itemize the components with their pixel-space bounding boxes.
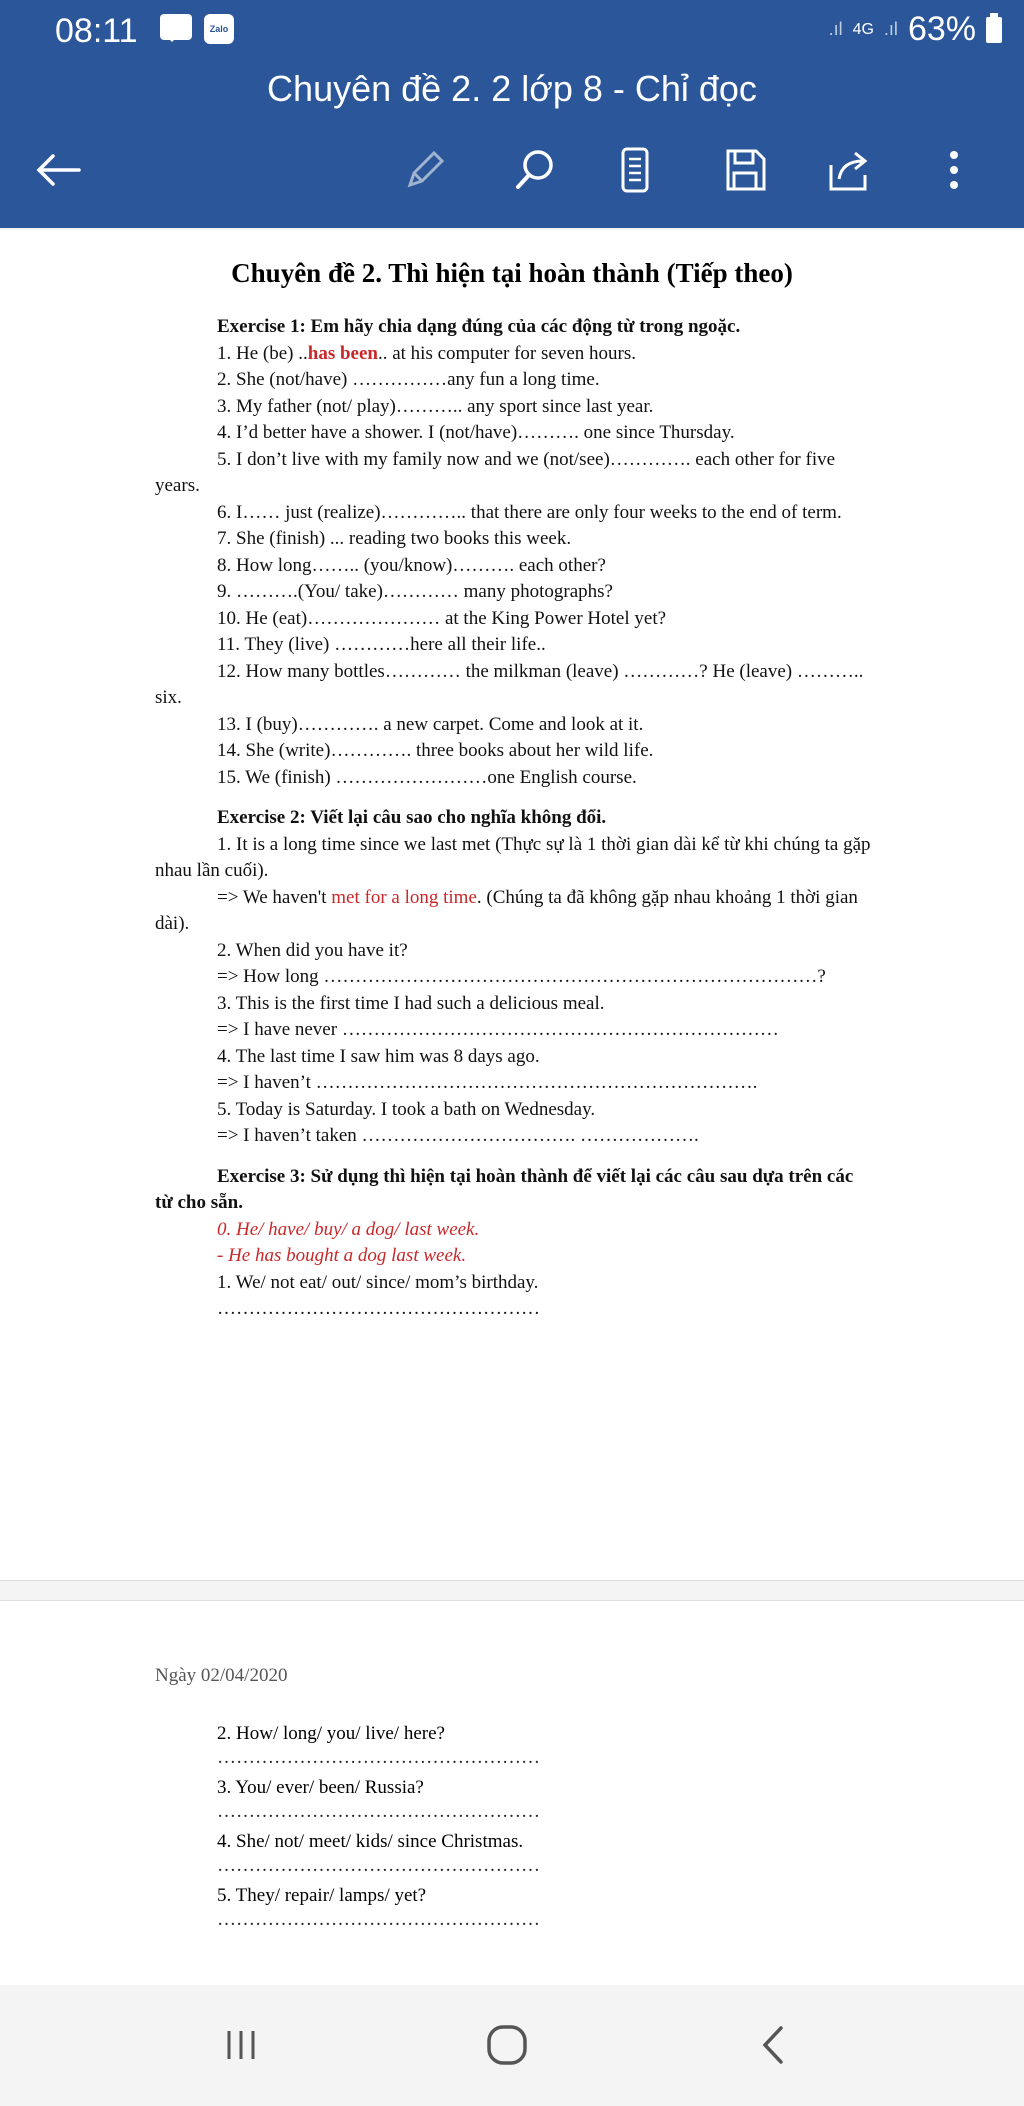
- ex1-item-3: 3. My father (not/ play)……….. any sport since last year.: [217, 395, 654, 417]
- share-button[interactable]: [818, 140, 878, 200]
- ex1-item-7: 7. She (finish) ... reading two books this week.: [217, 528, 572, 549]
- ex3-item-4: 4. She/ not/ meet/ kids/ since Christmas.: [217, 1831, 524, 1852]
- ex1-item-15: 15. We (finish) ……………………one English course.: [217, 766, 637, 788]
- ex2-item-1-answer-a: => We haven't: [217, 886, 332, 908]
- ex1-item-5: 5. I don’t live with my family now and we (not/see)…………. each other for five years.: [155, 448, 836, 496]
- signal-icon: .ıl: [828, 19, 843, 39]
- ex2-item-3-answer: => I have never ……………………………………………………………: [217, 1019, 779, 1040]
- pencil-icon: [400, 145, 450, 195]
- ex2-item-5: 5. Today is Saturday. I took a bath on Wednesday.: [217, 1098, 596, 1120]
- ex3-item-3: 3. You/ ever/ been/ Russia?: [217, 1777, 424, 1798]
- app-bar: [0, 0, 1024, 228]
- ex1-item-6: 6. I…… just (realize)………….. that there are only four weeks to the end of term.: [217, 501, 842, 523]
- ex3-item-1: 1. We/ not eat/ out/ since/ mom’s birthday.: [217, 1271, 539, 1293]
- ex1-item-11: 11. They (live) …………here all their life..: [217, 634, 546, 655]
- system-nav-bar: [0, 1985, 1024, 2106]
- ex2-item-4-answer: => I haven’t …………………………………………………………….: [217, 1072, 758, 1093]
- chevron-left-icon: [753, 2020, 793, 2070]
- signal-icon-2: .ıl: [883, 19, 898, 39]
- share-icon: [823, 145, 873, 195]
- ex1-item-14: 14. She (write)…………. three books about her wild life.: [217, 740, 654, 761]
- notification-icons: [160, 14, 234, 44]
- ex3-item-1-line: ……………………………………………: [217, 1298, 540, 1319]
- recent-apps-button[interactable]: [206, 2015, 276, 2075]
- ex3-item-3-line: ……………………………………………: [217, 1801, 540, 1822]
- page-date: Ngày 02/04/2020: [155, 1665, 288, 1686]
- back-button[interactable]: [28, 140, 88, 200]
- search-button[interactable]: [505, 140, 565, 200]
- ex1-item-1-a: 1. He (be) ..: [217, 342, 308, 364]
- ex2-item-1-answer-highlight: met for a long time: [331, 886, 477, 908]
- ex2-item-2: 2. When did you have it?: [217, 939, 408, 961]
- page-heading: Chuyên đề 2. Thì hiện tại hoàn thành (Tiếp theo): [231, 258, 793, 288]
- ex3-item-5-line: ……………………………………………: [217, 1909, 540, 1930]
- ex2-item-1: 1. It is a long time since we last met (Thực sự là 1 thời gian dài kể từ khi chúng ta gặp nhau lần cuối).: [155, 833, 871, 881]
- ex1-item-2: 2. She (not/have) ……………any fun a long time.: [217, 369, 600, 390]
- ex3-example-answer: - He has bought a dog last week.: [217, 1245, 467, 1266]
- ex3-item-2: 2. How/ long/ you/ live/ here?: [217, 1723, 445, 1744]
- ex2-item-3: 3. This is the first time I had such a delicious meal.: [217, 992, 605, 1014]
- ex2-item-1-answer-c: . (Chúng ta đã không gặp nhau khoảng 1 thời gian dài).: [155, 886, 858, 934]
- battery-level: 63%: [907, 10, 976, 48]
- network-type: 4G: [852, 20, 874, 38]
- ex3-item-4-line: ……………………………………………: [217, 1855, 540, 1876]
- ex1-item-9: 9. ……….(You/ take)………… many photographs?: [217, 581, 613, 602]
- ex2-item-2-answer: => How long ……………………………………………………………………?: [217, 966, 826, 987]
- home-icon: [482, 2020, 532, 2070]
- mobile-view-icon: [615, 145, 655, 195]
- recent-apps-icon: [221, 2025, 261, 2065]
- ex2-item-5-answer: => I haven’t taken ……………………………. ……………….: [217, 1125, 699, 1146]
- ex1-item-1-answer: has been: [307, 342, 378, 364]
- more-vert-icon: [944, 145, 964, 195]
- mobile-view-button[interactable]: [605, 140, 665, 200]
- ex1-item-10: 10. He (eat)………………… at the King Power Hotel yet?: [217, 607, 667, 629]
- document-title: Chuyên đề 2. 2 lớp 8 - Chỉ đọc: [267, 68, 757, 109]
- ex2-item-4: 4. The last time I saw him was 8 days ago.: [217, 1045, 540, 1067]
- battery-icon: [986, 17, 1002, 43]
- document-page-2: [0, 1600, 1024, 1986]
- document-page-1: [0, 230, 1024, 1581]
- exercise-1-title: Exercise 1: Em hãy chia dạng đúng của các động từ trong ngoặc.: [217, 316, 741, 337]
- status-right: [829, 10, 1002, 49]
- message-icon: [160, 14, 192, 40]
- exercise-1: [155, 314, 875, 1323]
- ex1-item-13: 13. I (buy)…………. a new carpet. Come and look at it.: [217, 713, 644, 735]
- status-time: 08:11: [55, 12, 138, 50]
- exercise-2-title: Exercise 2: Viết lại câu sao cho nghĩa không đổi.: [217, 807, 607, 828]
- ex3-example: 0. He/ have/ buy/ a dog/ last week.: [217, 1218, 480, 1240]
- search-icon: [510, 145, 560, 195]
- ex1-item-8: 8. How long…….. (you/know)………. each other?: [217, 554, 606, 576]
- zalo-icon: Zalo: [204, 14, 234, 44]
- ex1-item-12: 12. How many bottles………… the milkman (leave) …………? He (leave) ……….. six.: [155, 660, 864, 708]
- ex1-item-1-c: .. at his computer for seven hours.: [377, 342, 636, 364]
- ex3-item-2-line: ……………………………………………: [217, 1747, 540, 1768]
- ex2-item-1-answer: [155, 885, 875, 938]
- home-button[interactable]: [472, 2015, 542, 2075]
- exercise-3-title: Exercise 3: Sử dụng thì hiện tại hoàn thành để viết lại các câu sau dựa trên các từ cho sẵn.: [155, 1165, 854, 1213]
- edit-button[interactable]: [395, 140, 455, 200]
- save-icon: [720, 145, 770, 195]
- ex1-item-1: [155, 341, 875, 368]
- back-arrow-icon: [33, 150, 83, 190]
- save-button[interactable]: [715, 140, 775, 200]
- back-nav-button[interactable]: [738, 2015, 808, 2075]
- ex3-item-5: 5. They/ repair/ lamps/ yet?: [217, 1885, 427, 1906]
- ex1-item-4: 4. I’d better have a shower. I (not/have)………. one since Thursday.: [217, 422, 735, 443]
- more-options-button[interactable]: [924, 140, 984, 200]
